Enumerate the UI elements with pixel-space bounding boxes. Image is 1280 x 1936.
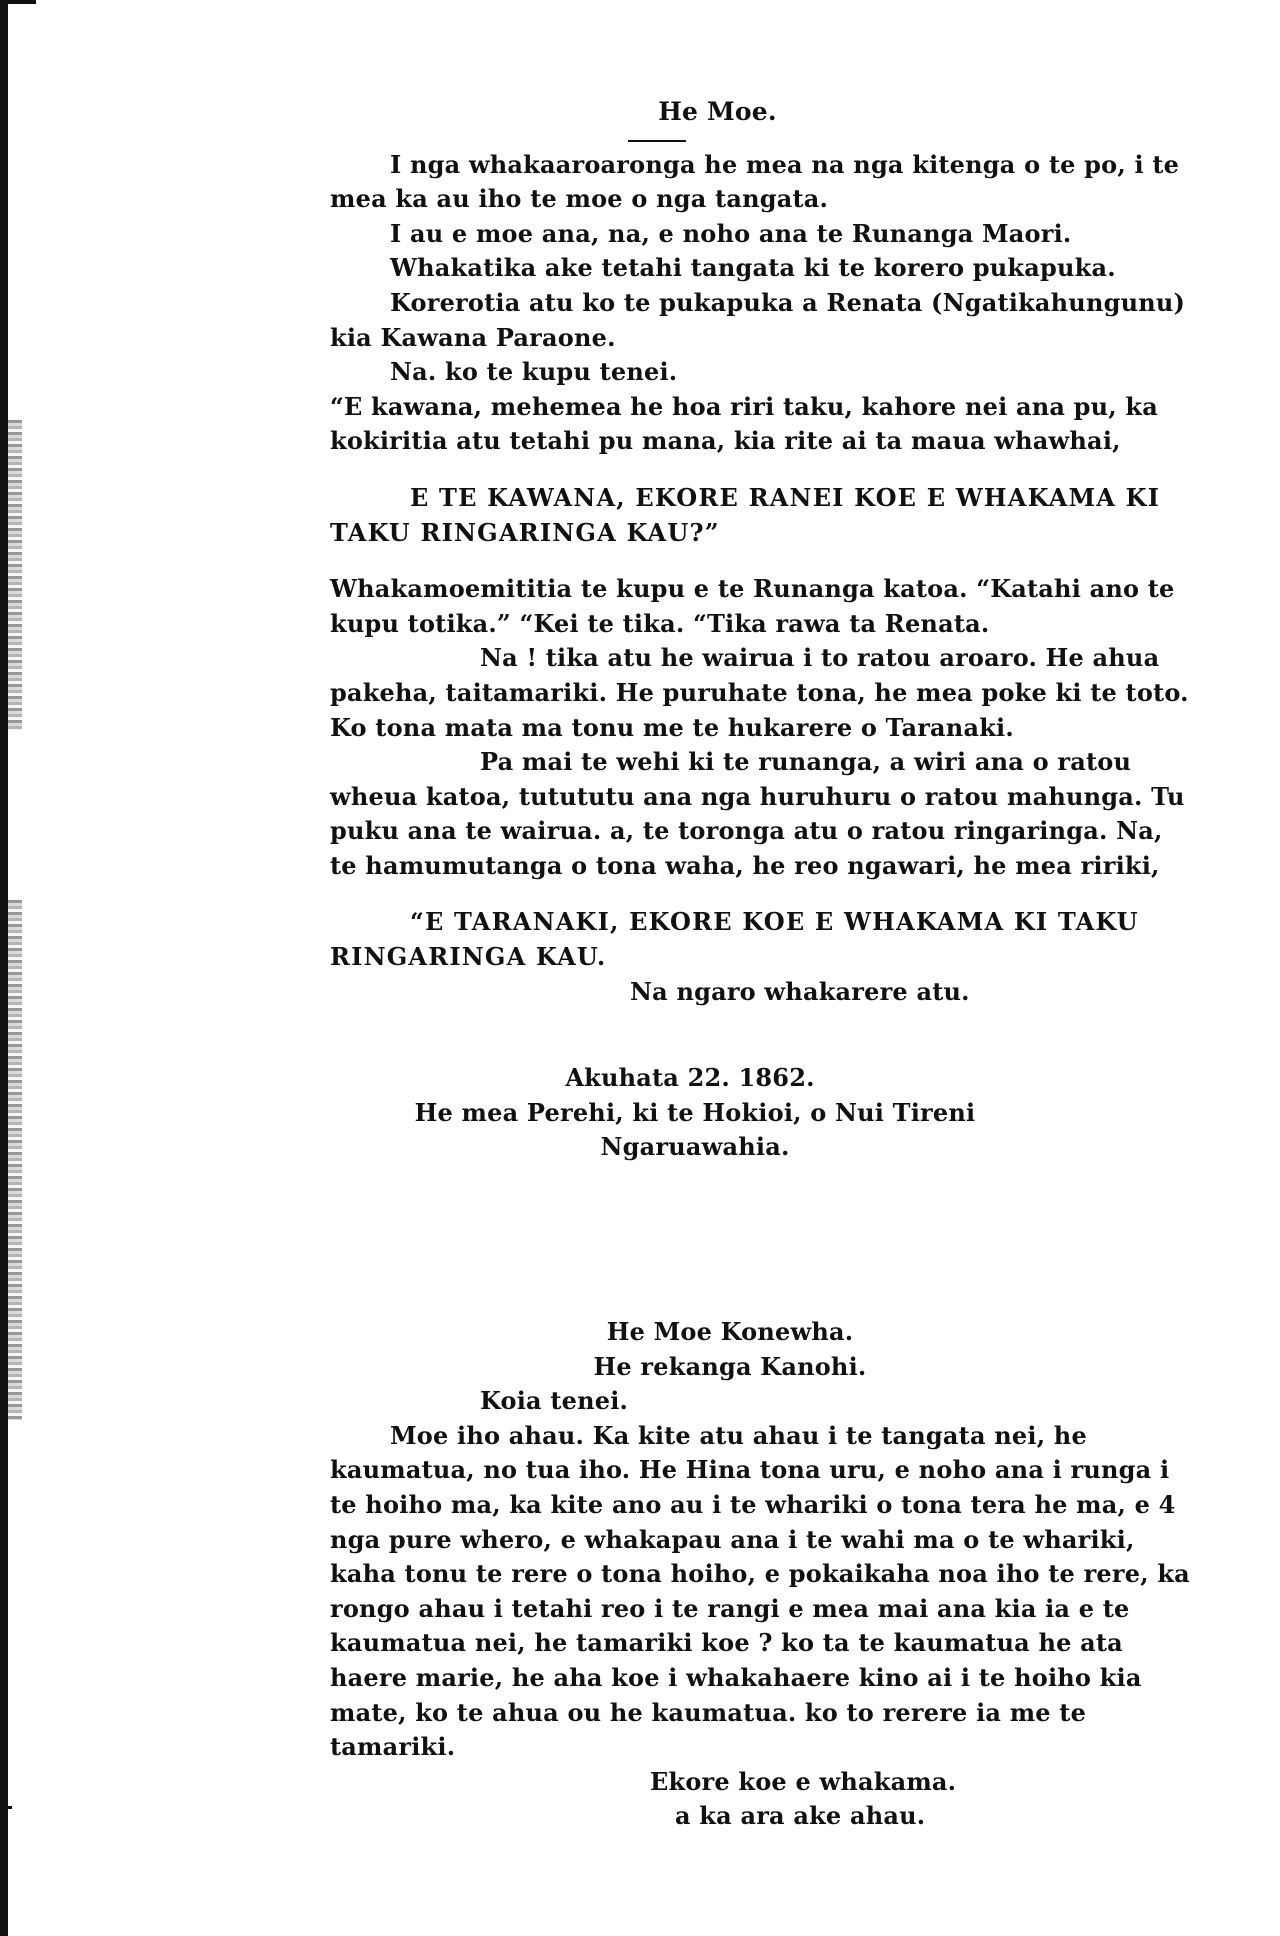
paragraph: Na ! tika atu he wairua i to ratou aroaro. He ahua pakeha, taitamariki. He puruhate tona, he mea poke ki te toto. Ko tona mata ma tonu me te hukarere o Taranaki.: [330, 643, 1189, 742]
paragraph: Pa mai te wehi ki te runanga, a wiri ana o ratou wheua katoa, tutututu ana nga huruhuru o ratou mahunga. Tu puku ana te wairua. a, te toronga atu o ratou ringaringa. Na, te hamumutanga o tona waha, he reo ngawari, he mea ririki,: [330, 747, 1185, 880]
paragraph: I nga whakaaroaronga he mea na nga kitenga o te po, i te mea ka au iho te moe o nga tangata.: [330, 149, 1180, 214]
paragraph: I au e moe ana, na, e noho ana te Runanga Maori.: [390, 218, 1072, 248]
closing-line: Na ngaro whakarere atu.: [630, 976, 970, 1006]
dateline-date: Akuhata 22. 1862.: [565, 1063, 815, 1093]
page-edge-tick: [0, 1806, 12, 1809]
paragraph: Korerotia atu ko te pukapuka a Renata (Ngatikahungunu) kia Kawana Paraone.: [330, 287, 1186, 352]
paragraph: Na. ko te kupu tenei.: [390, 357, 678, 387]
page-edge-texture: [8, 420, 22, 730]
paragraph: Moe iho ahau. Ka kite atu ahau i te tangata nei, he kaumatua, no tua iho. He Hina tona uru, e noho ana i runga i te hoiho ma, ka kite ano au i te whariki o tona tera he ma, e 4 nga pure whero, e whakapau ana i te wahi ma o te whariki, kaha tonu te rere o tona hoiho, e pokaikaha noa iho te rere, ka rongo ahau i tetahi reo i te rangi e mea mai ana kia ia e te kaumatua nei, he tamariki koe ? ko ta te kaumatua he ata haere marie, he aha koe i whakahaere kino ai i te hoiho kia mate, ko te ahua ou he kaumatua. ko to rerere ia me te tamariki.: [330, 1420, 1190, 1762]
page-title: He Moe.: [658, 97, 777, 126]
page-edge-texture: [8, 900, 22, 1420]
paragraph: Whakamoemititia te kupu e te Runanga katoa. “Katahi ano te kupu totika.” “Kei te tika. “Tika rawa ta Renata.: [330, 574, 1175, 638]
document-page: [330, 95, 1190, 1834]
page-edge-notch: [8, 0, 36, 4]
page-edge: [0, 0, 8, 1936]
quote-caps: “E TARANAKI, EKORE KOE E WHAKAMA KI TAKU RINGARINGA KAU.: [330, 907, 1139, 972]
paragraph: Whakatika ake tetahi tangata ki te korero pukapuka.: [390, 253, 1116, 283]
paragraph: “E kawana, mehemea he hoa riri taku, kahore nei ana pu, ka kokiritia atu tetahi pu mana, kia rite ai ta maua whawhai,: [330, 391, 1158, 456]
section-heading: He Moe Konewha.: [606, 1317, 854, 1347]
closing-line: a ka ara ake ahau.: [675, 1801, 926, 1831]
quote-caps: E TE KAWANA, EKORE RANEI KOE E WHAKAMA KI TAKU RINGARINGA KAU?”: [330, 482, 1161, 547]
dateline-printer: He mea Perehi, ki te Hokioi, o Nui Tireni: [414, 1097, 976, 1127]
section-subheading: He rekanga Kanohi.: [593, 1351, 867, 1381]
closing-line: Ekore koe e whakama.: [650, 1766, 957, 1796]
dateline-place: Ngaruawahia.: [600, 1132, 790, 1162]
title-rule: [628, 140, 686, 142]
intro-line: Koia tenei.: [480, 1386, 629, 1416]
